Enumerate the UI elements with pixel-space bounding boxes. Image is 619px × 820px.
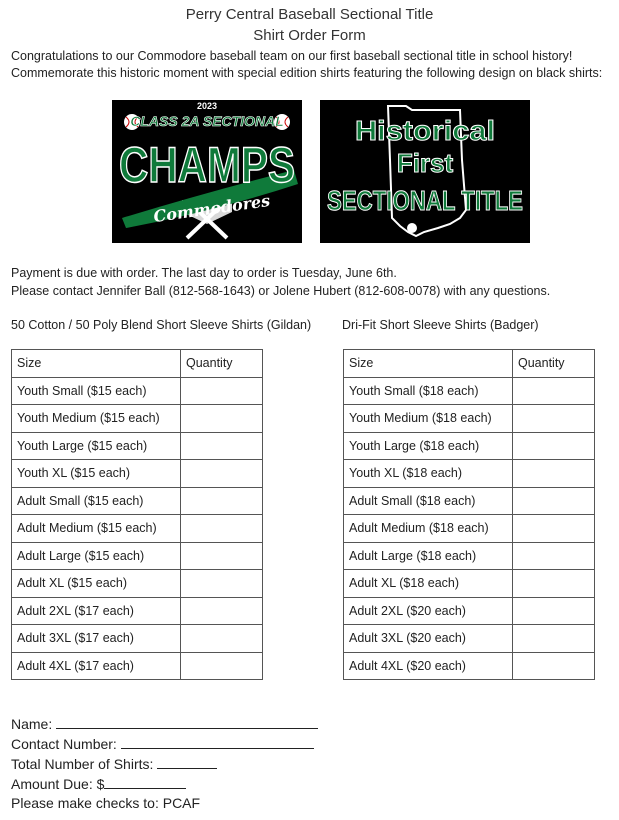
table-row <box>344 515 595 543</box>
historical-design-graphic <box>320 100 530 243</box>
quantity-cell[interactable] <box>181 432 263 460</box>
quantity-cell[interactable] <box>181 515 263 543</box>
size-cell: Youth XL ($15 each) <box>12 460 181 488</box>
quantity-cell[interactable] <box>181 542 263 570</box>
quantity-cell[interactable] <box>181 625 263 653</box>
table-row <box>12 432 263 460</box>
cotton-order-table <box>11 349 263 680</box>
contact-blank[interactable] <box>121 734 314 749</box>
quantity-cell[interactable] <box>513 460 595 488</box>
name-label: Name: <box>11 716 53 732</box>
table-row <box>344 377 595 405</box>
quantity-cell[interactable] <box>181 460 263 488</box>
table-row <box>344 652 595 680</box>
size-cell: Youth Small ($18 each) <box>344 377 513 405</box>
size-cell: Adult 2XL ($20 each) <box>344 597 513 625</box>
design-line-1: Historical <box>355 115 495 146</box>
size-cell: Youth Large ($18 each) <box>344 432 513 460</box>
size-cell: Adult Small ($18 each) <box>344 487 513 515</box>
quantity-cell[interactable] <box>181 487 263 515</box>
design-line-3: SECTIONAL TITLE <box>327 185 523 216</box>
table-row <box>344 597 595 625</box>
contact-note: Please contact Jennifer Ball (812-568-1643) or Jolene Hubert (812-608-0078) with any questions. <box>11 284 551 298</box>
size-cell: Adult Small ($15 each) <box>12 487 181 515</box>
total-shirts-blank[interactable] <box>157 754 217 769</box>
intro-line-1: Congratulations to our Commodore baseball team on our first baseball sectional title in school history! <box>11 49 573 63</box>
contact-label: Contact Number: <box>11 736 117 752</box>
design-banner: CLASS 2A SECTIONAL <box>130 113 284 129</box>
total-shirts-label: Total Number of Shirts: <box>11 756 154 772</box>
page-title: Perry Central Baseball Sectional Title <box>185 6 434 23</box>
size-cell: Adult Medium ($18 each) <box>344 515 513 543</box>
table-row <box>344 542 595 570</box>
amount-due-label: Amount Due: $ <box>11 776 105 792</box>
size-cell: Adult Medium ($15 each) <box>12 515 181 543</box>
table-row <box>344 570 595 598</box>
table-row <box>12 652 263 680</box>
table-row <box>12 597 263 625</box>
quantity-cell[interactable] <box>513 542 595 570</box>
table-header-row <box>12 350 263 378</box>
size-cell: Adult XL ($15 each) <box>12 570 181 598</box>
quantity-cell[interactable] <box>181 377 263 405</box>
quantity-cell[interactable] <box>513 377 595 405</box>
quantity-cell[interactable] <box>181 405 263 433</box>
size-cell: Adult 3XL ($20 each) <box>344 625 513 653</box>
quantity-cell[interactable] <box>513 405 595 433</box>
size-cell: Youth Medium ($18 each) <box>344 405 513 433</box>
table-row <box>12 487 263 515</box>
table-row <box>344 432 595 460</box>
quantity-cell[interactable] <box>181 570 263 598</box>
amount-due-blank[interactable] <box>104 774 186 789</box>
table-row <box>12 542 263 570</box>
size-cell: Youth Large ($15 each) <box>12 432 181 460</box>
drifit-table-caption: Dri-Fit Short Sleeve Shirts (Badger) <box>342 318 539 332</box>
quantity-cell[interactable] <box>513 515 595 543</box>
name-blank[interactable] <box>56 714 318 729</box>
design-year: 2023 <box>196 101 218 111</box>
quantity-cell[interactable] <box>513 625 595 653</box>
table-row <box>12 405 263 433</box>
size-cell: Adult 4XL ($17 each) <box>12 652 181 680</box>
size-header: Size <box>12 350 181 378</box>
page-subtitle: Shirt Order Form <box>253 27 366 44</box>
table-row <box>12 625 263 653</box>
cotton-table-caption: 50 Cotton / 50 Poly Blend Short Sleeve Shirts (Gildan) <box>11 318 312 332</box>
baseball-icon <box>407 223 417 233</box>
quantity-header: Quantity <box>513 350 595 378</box>
quantity-cell[interactable] <box>513 432 595 460</box>
quantity-header: Quantity <box>181 350 263 378</box>
size-cell: Adult 3XL ($17 each) <box>12 625 181 653</box>
table-row <box>344 487 595 515</box>
intro-line-2: Commemorate this historic moment with special edition shirts featuring the following design on black shirts: <box>11 66 603 80</box>
total-shirts-field[interactable] <box>11 754 217 772</box>
table-row <box>344 460 595 488</box>
historical-design-image <box>320 100 530 243</box>
table-header-row <box>344 350 595 378</box>
size-header: Size <box>344 350 513 378</box>
quantity-cell[interactable] <box>513 487 595 515</box>
checks-note: Please make checks to: PCAF <box>11 795 201 811</box>
design-main-text: CHAMPS <box>119 137 295 193</box>
table-row <box>12 570 263 598</box>
size-cell: Adult Large ($18 each) <box>344 542 513 570</box>
design-line-2: First <box>396 148 454 178</box>
size-cell: Youth Small ($15 each) <box>12 377 181 405</box>
table-row <box>12 515 263 543</box>
size-cell: Adult Large ($15 each) <box>12 542 181 570</box>
size-cell: Youth Medium ($15 each) <box>12 405 181 433</box>
quantity-cell[interactable] <box>513 597 595 625</box>
size-cell: Adult 4XL ($20 each) <box>344 652 513 680</box>
design-script-text: Commodores <box>152 190 272 227</box>
table-row <box>12 460 263 488</box>
size-cell: Adult XL ($18 each) <box>344 570 513 598</box>
quantity-cell[interactable] <box>181 597 263 625</box>
table-row <box>12 377 263 405</box>
size-cell: Youth XL ($18 each) <box>344 460 513 488</box>
champs-design-graphic <box>112 100 302 243</box>
quantity-cell[interactable] <box>181 652 263 680</box>
contact-field[interactable] <box>11 734 314 752</box>
table-row <box>344 625 595 653</box>
table-row <box>344 405 595 433</box>
quantity-cell[interactable] <box>513 570 595 598</box>
amount-due-field[interactable] <box>11 774 186 792</box>
drifit-order-table <box>343 349 595 680</box>
champs-design-image <box>112 100 302 243</box>
name-field[interactable] <box>11 714 318 732</box>
payment-note: Payment is due with order. The last day to order is Tuesday, June 6th. <box>11 266 397 280</box>
quantity-cell[interactable] <box>513 652 595 680</box>
size-cell: Adult 2XL ($17 each) <box>12 597 181 625</box>
